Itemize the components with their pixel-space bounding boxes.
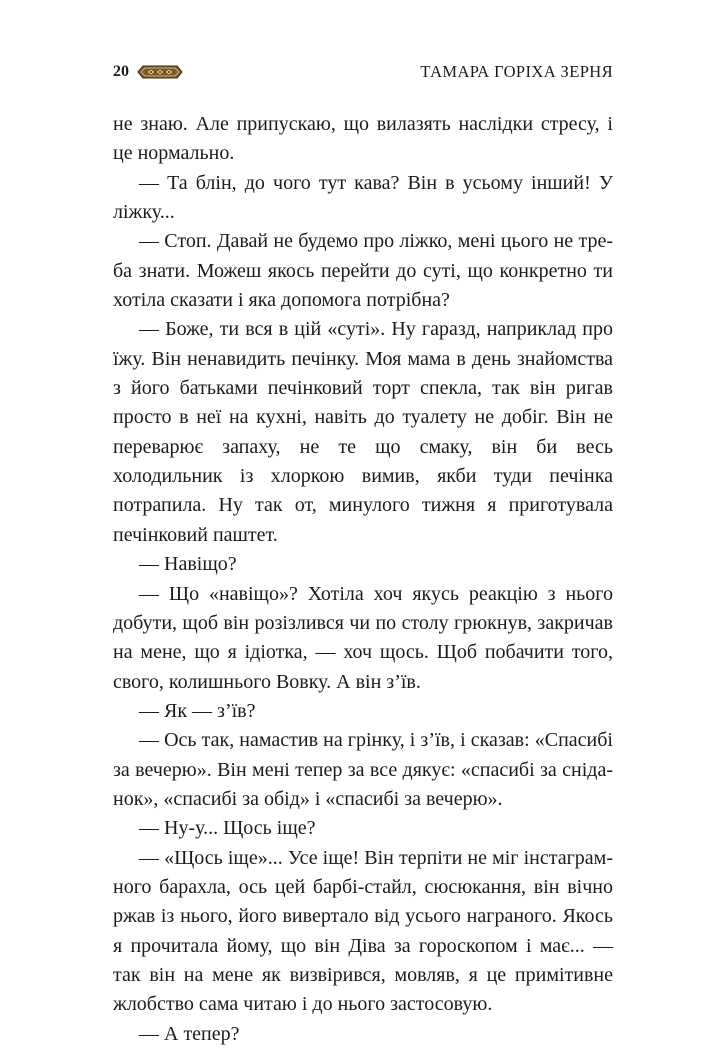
paragraph: — Стоп. Давай не будемо про ліжко, мені цього не треба знати. Можеш якось перейти до суті, що конкретно ти хотіла сказати і яка допомога потрібна? — [113, 230, 613, 312]
paragraph: — Що «навіщо»? Хотіла хоч якусь реакцію з нього добути, щоб він розізлився чи по столу грюкнув, закричав на мене, що я ідіотка, — хоч щось. Щоб побачити того, свого, колишнього Вовку. А він з’їв. — [113, 582, 613, 693]
running-title: ТАМАРА ГОРІХА ЗЕРНЯ — [420, 62, 613, 81]
paragraph: — Ось так, намастив на грінку, і з’їв, і сказав: «Спасибі за вечерю». Він мені тепер за все дякує: «спасибі за сніданок», «спасибі за обід» і «спасибі за вечерю». — [113, 729, 613, 810]
page-header — [113, 60, 613, 84]
paragraph: — Боже, ти вся в цій «суті». Ну гаразд, наприклад про їжу. Він ненавидить печінку. Моя мама в день знайомства з його батьками печінковий торт спекла, так він ригав просто в неї на кухні, навіть до туалету не добіг. Він не переварює запаху, не те що смаку, він би весь холодильник із хлоркою вимив, якби туди печінка потрапила. Ну так от, минулого тижня я приготувала печінковий паштет. — [113, 318, 613, 546]
page-body — [113, 110, 613, 1049]
decorative-ornament-icon — [137, 65, 183, 79]
paragraph: — Навіщо? — [139, 553, 237, 576]
paragraph: — Ну-у... Щось іще? — [139, 817, 316, 840]
page-number: 20 — [113, 63, 129, 80]
paragraph: не знаю. Але припускаю, що вилазять наслідки стресу, і це нормально. — [113, 113, 613, 165]
paragraph: — Як — з’їв? — [139, 699, 256, 722]
paragraph: — «Щось іще»... Усе іще! Він терпіти не міг інстаграмного барахла, ось цей барбі-стайл, сюсюкання, він вічно ржав із нього, його вивертало від усього награного. Якось я прочитала йому, що він Діва за гороскопом і має... — так він на мене як визвірився, мовляв, я це примітивне жлобство сама читаю і до нього застосовую. — [113, 846, 613, 1016]
paragraph: — А тепер? — [139, 1022, 240, 1045]
paragraph: — Та блін, до чого тут кава? Він в усьому інший! У ліжку... — [113, 171, 613, 224]
